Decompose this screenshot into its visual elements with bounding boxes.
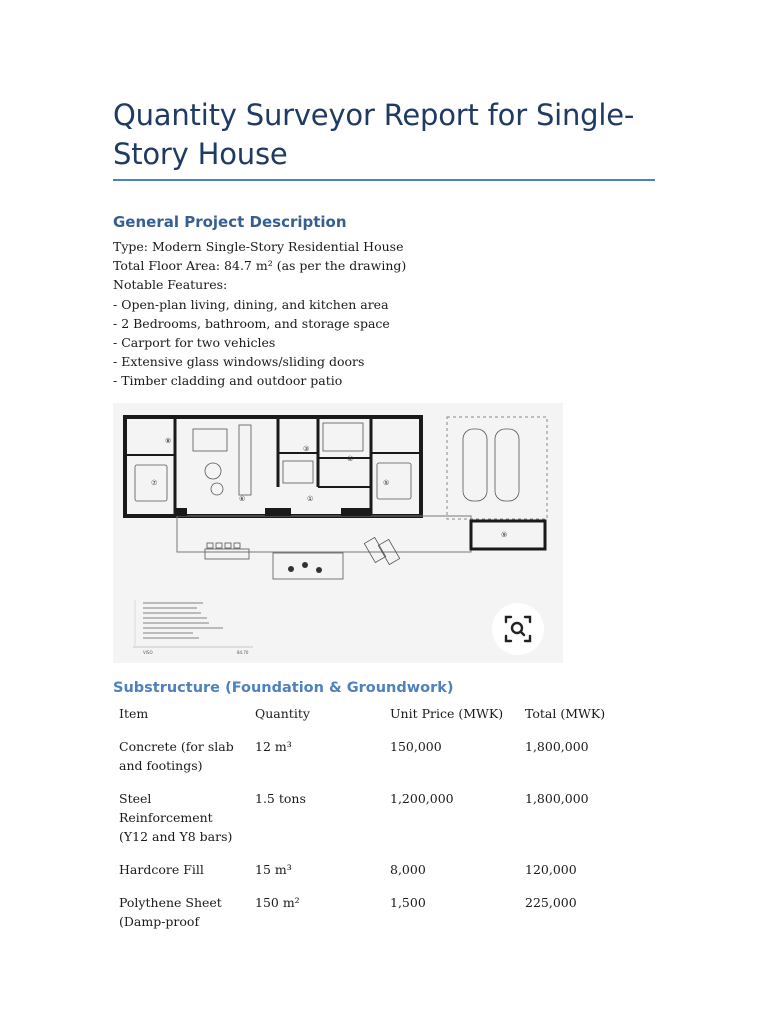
cell-unit-price: 8,000: [390, 862, 426, 877]
cell-total: 225,000: [525, 895, 577, 910]
room-number: ⑤: [383, 479, 390, 487]
cell-total: 1,800,000: [525, 739, 589, 754]
room-number: ③: [303, 445, 310, 453]
floor-plan-image: [113, 403, 563, 663]
cell-item: Polythene Sheet (Damp-proof: [119, 895, 222, 929]
desc-line-feature: - Timber cladding and outdoor patio: [113, 373, 343, 389]
cell-quantity: 15 m³: [255, 862, 292, 877]
cell-unit-price: 1,200,000: [390, 791, 454, 806]
cell-quantity: 150 m²: [255, 895, 300, 910]
legend-total-label: VISO: [143, 650, 153, 655]
desc-line-feature: - Extensive glass windows/sliding doors: [113, 354, 365, 370]
cell-total: 120,000: [525, 862, 577, 877]
desc-line-feature: - 2 Bedrooms, bathroom, and storage space: [113, 315, 390, 331]
table-row: [113, 733, 633, 785]
room-number: ①: [307, 495, 314, 503]
section-heading-substructure: Substructure (Foundation & Groundwork): [113, 680, 454, 696]
cell-unit-price: 150,000: [390, 739, 442, 754]
desc-line-feature: - Open-plan living, dining, and kitchen area: [113, 296, 389, 312]
column-header-item: Item: [119, 706, 149, 721]
legend-total-value: 84.70: [237, 650, 249, 655]
cell-item: Concrete (for slab and footings): [119, 739, 234, 773]
substructure-table: [113, 700, 633, 941]
table-row: [113, 889, 633, 941]
column-header-total: Total (MWK): [525, 706, 606, 721]
cell-item: Hardcore Fill: [119, 862, 204, 877]
table-row: [113, 856, 633, 889]
desc-line-area: Total Floor Area: 84.7 m² (as per the drawing): [113, 258, 407, 274]
zoom-search-icon[interactable]: [492, 603, 544, 655]
table-row: [113, 785, 633, 856]
room-number: ④: [347, 455, 354, 463]
section-heading-general: General Project Description: [113, 213, 347, 231]
general-description: [113, 237, 673, 391]
room-number: ⑧: [165, 437, 172, 445]
table-header-row: [113, 700, 633, 733]
cell-total: 1,800,000: [525, 791, 589, 806]
desc-line-feature: - Carport for two vehicles: [113, 335, 276, 351]
cell-quantity: 12 m³: [255, 739, 292, 754]
room-number: ⑨: [501, 531, 508, 539]
desc-line-type: Type: Modern Single-Story Residential House: [113, 239, 404, 254]
floor-plan-drawing: [113, 403, 563, 663]
room-number: ⑦: [151, 479, 158, 487]
cell-unit-price: 1,500: [390, 895, 426, 910]
room-number: ⑥: [239, 495, 246, 503]
column-header-quantity: Quantity: [255, 706, 310, 721]
cell-quantity: 1.5 tons: [255, 791, 306, 806]
desc-line-features: Notable Features:: [113, 277, 228, 293]
title-underline: [113, 179, 655, 181]
cell-item: Steel Reinforcement (Y12 and Y8 bars): [119, 791, 233, 844]
page-title: Quantity Surveyor Report for Single-Story House: [113, 98, 635, 171]
column-header-unit-price: Unit Price (MWK): [390, 706, 504, 721]
